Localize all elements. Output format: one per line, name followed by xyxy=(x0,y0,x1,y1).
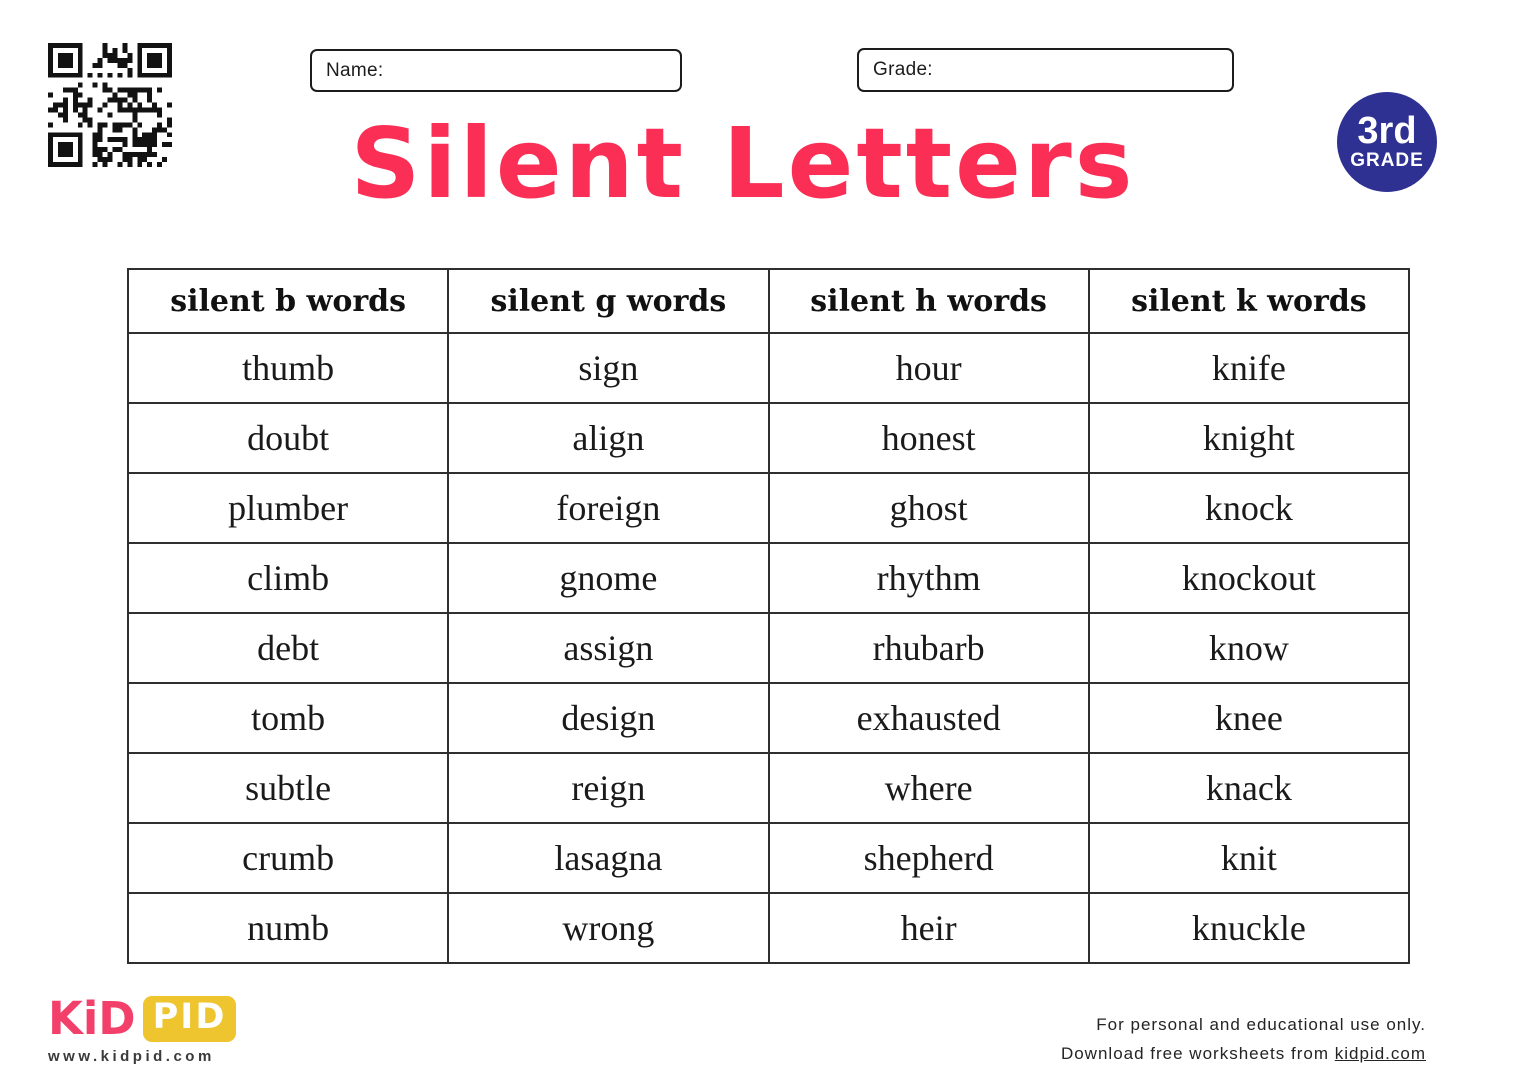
table-row xyxy=(128,403,1409,473)
footer-note-line2 xyxy=(1061,1039,1426,1068)
name-field[interactable] xyxy=(310,49,682,92)
footer-note xyxy=(1061,1010,1426,1068)
word-cell: gnome xyxy=(448,543,768,613)
word-cell: knit xyxy=(1089,823,1409,893)
grade-badge xyxy=(1337,92,1437,192)
word-cell: reign xyxy=(448,753,768,823)
table-row xyxy=(128,893,1409,963)
word-cell: know xyxy=(1089,613,1409,683)
word-cell: hour xyxy=(769,333,1089,403)
word-cell: thumb xyxy=(128,333,448,403)
words-table-head xyxy=(128,269,1409,333)
website-url: www.kidpid.com xyxy=(48,1048,215,1065)
word-cell: debt xyxy=(128,613,448,683)
grade-badge-number: 3rd xyxy=(1357,110,1417,152)
logo-kid-text: KiD xyxy=(48,992,136,1045)
table-row xyxy=(128,543,1409,613)
kidpid-logo xyxy=(48,992,236,1065)
word-cell: rhythm xyxy=(769,543,1089,613)
grade-label: Grade: xyxy=(873,59,933,80)
words-table xyxy=(127,268,1410,964)
word-cell: knuckle xyxy=(1089,893,1409,963)
logo-pid-box xyxy=(143,996,237,1042)
column-header: silent h words xyxy=(769,269,1089,333)
kidpid-logo-row xyxy=(48,992,236,1045)
column-header: silent k words xyxy=(1089,269,1409,333)
word-cell: tomb xyxy=(128,683,448,753)
word-cell: wrong xyxy=(448,893,768,963)
logo-pid-text: PID xyxy=(152,997,227,1037)
word-cell: assign xyxy=(448,613,768,683)
word-cell: lasagna xyxy=(448,823,768,893)
word-cell: numb xyxy=(128,893,448,963)
word-cell: climb xyxy=(128,543,448,613)
word-cell: honest xyxy=(769,403,1089,473)
word-cell: align xyxy=(448,403,768,473)
word-cell: ghost xyxy=(769,473,1089,543)
word-cell: knee xyxy=(1089,683,1409,753)
word-cell: heir xyxy=(769,893,1089,963)
word-cell: knight xyxy=(1089,403,1409,473)
column-header: silent b words xyxy=(128,269,448,333)
footer-note-line1: For personal and educational use only. xyxy=(1096,1015,1426,1034)
word-cell: knockout xyxy=(1089,543,1409,613)
words-table-body xyxy=(128,333,1409,963)
word-cell: knock xyxy=(1089,473,1409,543)
word-cell: knife xyxy=(1089,333,1409,403)
word-cell: subtle xyxy=(128,753,448,823)
word-cell: doubt xyxy=(128,403,448,473)
header-row xyxy=(128,269,1409,333)
word-cell: sign xyxy=(448,333,768,403)
table-row xyxy=(128,753,1409,823)
table-row xyxy=(128,613,1409,683)
kidpid-link[interactable]: kidpid.com xyxy=(1334,1044,1426,1063)
word-cell: where xyxy=(769,753,1089,823)
column-header: silent g words xyxy=(448,269,768,333)
name-label: Name: xyxy=(326,59,384,81)
table-row xyxy=(128,333,1409,403)
word-cell: crumb xyxy=(128,823,448,893)
table-row xyxy=(128,823,1409,893)
table-row xyxy=(128,473,1409,543)
grade-badge-label: GRADE xyxy=(1350,150,1424,171)
word-cell: rhubarb xyxy=(769,613,1089,683)
page-title: Silent Letters xyxy=(350,107,1136,220)
word-cell: plumber xyxy=(128,473,448,543)
word-cell: design xyxy=(448,683,768,753)
table-row xyxy=(128,683,1409,753)
footer-note-line2-prefix: Download free worksheets from xyxy=(1060,1044,1335,1063)
word-cell: foreign xyxy=(448,473,768,543)
word-cell: shepherd xyxy=(769,823,1089,893)
word-cell: knack xyxy=(1089,753,1409,823)
grade-field[interactable] xyxy=(857,48,1234,92)
word-cell: exhausted xyxy=(769,683,1089,753)
